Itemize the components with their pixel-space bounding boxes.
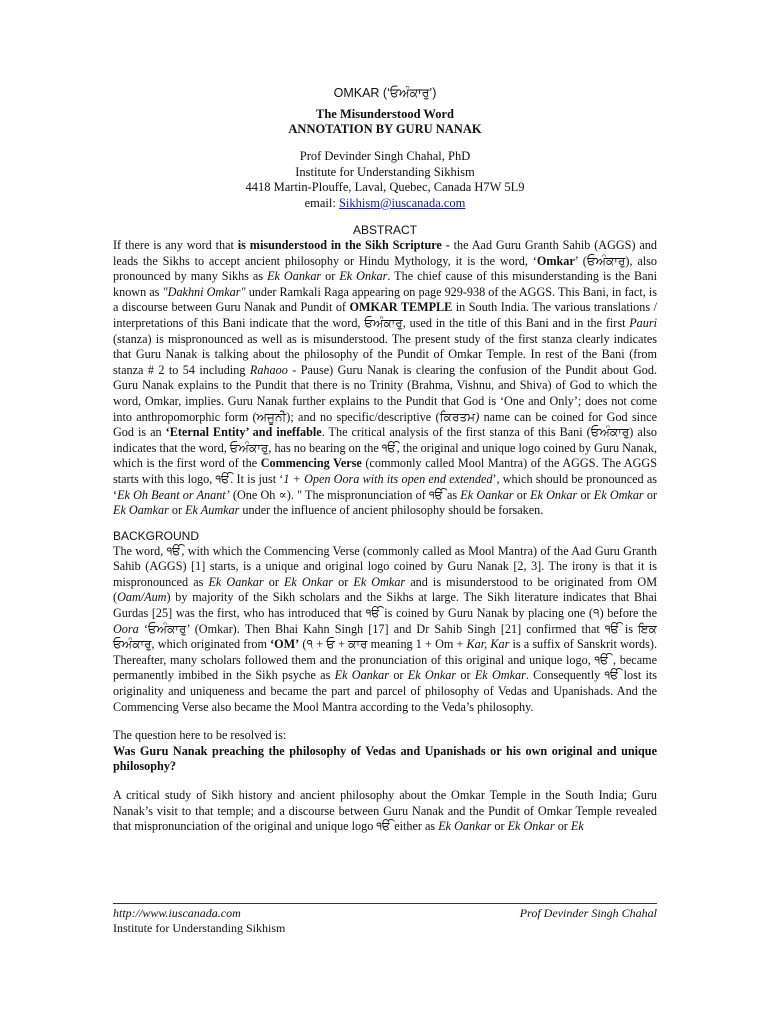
background-heading: BACKGROUND [113,528,200,543]
email-prefix: email: [304,195,339,210]
page-content [113,86,657,835]
subtitle-2: ANNOTATION BY GURU NANAK [288,122,482,136]
author-address: 4418 Martin-Plouffe, Laval, Quebec, Canada H7W 5L9 [245,180,525,194]
footer-divider [113,903,657,904]
page-title: OMKAR (‘ਓਅੰਕਾਰੁ’) [333,86,437,100]
footer-author: Prof Devinder Singh Chahal [519,906,657,920]
author-email-line [113,196,657,212]
footer-row [113,906,657,921]
abstract-heading: ABSTRACT [352,223,417,237]
email-link[interactable]: Sikhism@iuscanada.com [338,195,466,210]
author-name: Prof Devinder Singh Chahal, PhD [299,149,471,163]
footer-institute: Institute for Understanding Sikhism [113,921,286,935]
abstract-paragraph: If there is any word that is misunderstood in the Sikh Scripture - the Aad Guru Granth Sahib (AGGS) and leads the Sikhs to accept ancient philosophy or Hindu Mythology, it is the word, ‘Omkar’ (ਓਅੰਕਾਰੁ), also pronounced by many Sikhs as Ek Oankar or Ek Onkar. The chief cause of this misunderstanding is the Bani known as "Dakhni Omkar" under Ramkali Raga appearing on page 929-938 of the AGGS. This Bani, in fact, is a discourse between Guru Nanak and Pundit of OMKAR TEMPLE in South India. The various translations / interpretations of this Bani indicate that the word, ਓਅੰਕਾਰੁ, used in the title of this Bani and in the first Pauri (stanza) is mispronounced as well as is misunderstood. The present study of the first stanza clearly indicates that Guru Nanak is talking about the philosophy of the Pundit of Omkar Temple. In rest of the Bani (from stanza # 2 to 54 including Rahaoo - Pause) Guru Nanak is clearing the confusion of the Pundit about God. Guru Nanak explains to the Pundit that there is no Trinity (Brahma, Vishnu, and Shiva) of God to which the word, Omkar, implies. Guru Nanak further explains to the Pundit that God is ‘One and Only’; does not come into anthropomorphic form (ਅਜੂਨੀ); and no specific/descriptive (ਕਿਰਤਮ) name can be coined for God since God is an ‘Eternal Entity’ and ineffable. The critical analysis of the first stanza of this Bani (ਓਅੰਕਾਰੁ) also indicates that the word, ਓਅੰਕਾਰੁ, has no bearing on the ੴ, the original and unique logo coined by Guru Nanak, which is the first word of the Commencing Verse (commonly called Mool Mantra) of the AGGS. The AGGS starts with this logo, ੴ. It is just ‘1 + Open Oora with its open end extended’, which should be pronounced as ‘Ek Oh Beant or Anant’ (One Oh ∝). " The mispronunciation of ੴ as Ek Oankar or Ek Onkar or Ek Omkar or Ek Oamkar or Ek Aumkar under the influence of ancient philosophy should be forsaken. [113,238,658,518]
subtitle-1: The Misunderstood Word [316,107,454,121]
research-question: Was Guru Nanak preaching the philosophy of Vedas and Upanishads or his own original and unique philosophy? [113,743,657,774]
critical-paragraph: A critical study of Sikh history and ancient philosophy about the Omkar Temple in the South India; Guru Nanak’s visit to that temple; and a discourse between Guru Nanak and the Pundit of Omkar Temple revealed that mispronunciation of the original and unique logo ੴ either as Ek Oankar or Ek Onkar or Ek [113,788,657,834]
author-block [113,149,657,211]
question-intro: The question here to be resolved is: [113,728,287,743]
footer-url-link[interactable]: http://www.iuscanada.com [113,906,241,920]
page-footer [113,903,657,936]
author-institute: Institute for Understanding Sikhism [295,164,475,179]
background-paragraph: The word, ੴ, with which the Commencing Verse (commonly called as Mool Mantra) of the Aad Guru Granth Sahib (AGGS) [1] starts, is a unique and original logo coined by Guru Nanak [2, 3]. The irony is that it is mispronounced as Ek Oankar or Ek Onkar or Ek Omkar and is misunderstood to be originated from OM (Oam/Aum) by majority of the Sikh scholars and the Sikhs at large. The Sikh literature indicates that Bhai Gurdas [25] was the first, who has introduced that ੴ is coined by Guru Nanak by placing one (੧) before the Oora ‘ਓਅੰਕਾਰੁ’ (Omkar). Then Bhai Kahn Singh [17] and Dr Sahib Singh [21] confirmed that ੴ is ਇਕ ਓਅੰਕਾਰੁ, which originated from ‘OM’ (੧ + ਓ + ਕਾਰ meaning 1 + Om + Kar, Kar is a suffix of Sanskrit words). Thereafter, many scholars followed them and the pronunciation of this original and unique logo, ੴ , became permanently imbibed in the Sikh psyche as Ek Oankar or Ek Onkar or Ek Omkar. Consequently ੴ lost its originality and uniqueness and became the part and parcel of philosophy of Vedas and Upanishads. And the Commencing Verse also became the Mool Mantra according to the Veda’s philosophy. [113,543,658,714]
